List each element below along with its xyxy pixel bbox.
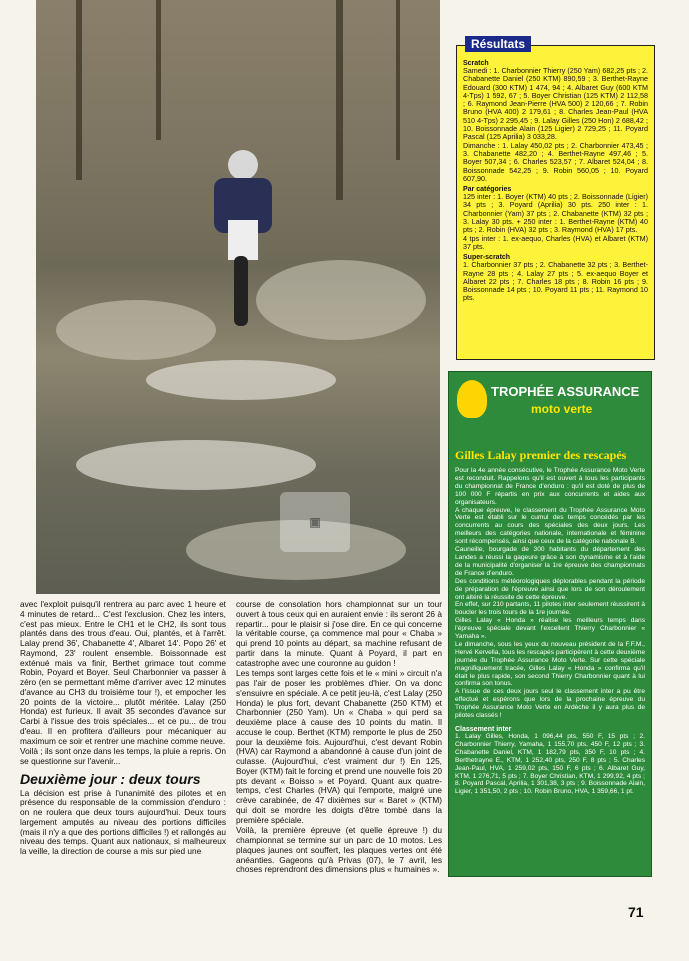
superscratch-results: 1. Charbonnier 37 pts ; 2. Chabanette 32 pts ; 3. Berthet-Rayne 28 pts ; 4. Lalay 27 pts ; 5. ex-aequo Boyer et Albaret 22 pts ; 7. Charles 18 pts ; 8. Robin 16 pts ; 9. Boissonnade 14 pts ; 10. Poyard 11 pts ; 11. Raymond 10 pts. <box>463 260 648 303</box>
trophy-paragraph: En effet, sur 210 partants, 11 pilotes inter seulement réussirent à boucler les trois tours de la 1re journée. <box>455 601 645 617</box>
trophy-paragraph: Le dimanche, sous les yeux du nouveau président de la F.F.M., Hervé Kervella, tous les rescapés participèrent à cette deuxième journée du Trophée Assurance Moto Verte. Sur cette spéciale magnifiquement tracée, Gilles Lalay « Honda » confirma qu'il était le plus rapide, son second Thierry Charbonnier quant à lui confirma son tonus. <box>455 640 645 688</box>
superscratch-heading: Super-scratch <box>463 254 511 262</box>
trophy-paragraph: Pour la 4e année consécutive, le Trophée Assurance Moto Verte est reconduit. Rappelons qu'il est ouvert à tous les participants du championnat de France d'enduro : qu'il est doté de plus de 100 000 F répartis en prix aux concurrents et aides aux organisateurs. <box>455 467 645 506</box>
results-box <box>456 45 655 360</box>
trophy-header <box>455 376 645 448</box>
categories-results: 125 inter : 1. Boyer (KTM) 40 pts ; 2. Boissonnade (Ligier) 34 pts ; 3. Poyard (Aprilia) 30 pts. 250 inter : 1. Charbonnier (Yam) 37 pts ; 2. Chabanette (KTM) 32 pts ; 3. Lalay 30 pts. + 250 inter : 1. Berthet-Rayne (KTM) 40 pts ; 2. Robin (HVA) 32 pts ; 3. Raymond (HVA) 17 pts. <box>463 192 648 235</box>
page-number: 71 <box>628 904 644 920</box>
article-paragraph: Les temps sont larges cette fois et le « mini » circuit n'a pas l'air de poser les problèmes d'hier. On va donc s'ensuivre en spéciale. A ce petit jeu-là, c'est Lalay (250 Honda) le plus fort, devant Chabanette (250 KTM) et Charbonnier (250 Yam). Un « Chaba » qui perd sa deuxième place à cause des 10 points du matin. Il accuse le coup. Berthet (KTM) remporte le plus de 250 pour la deuxième fois. Aujourd'hui, c'est devant Robin (HVA) car Raymond a abandonné à cause d'un joint de culasse. (Aujourd'hui, c'est vraiment dur !) En 125, Boyer (KTM) fait le forcing et prend une nouvelle fois 20 pts devant « Boisso » et Poyard. Quant aux quatre-temps, c'est Charles (HVA) qui l'emporte, malgré une crève carabinée, de 47 dixièmes sur « Baret » (KTM) qui doit se mordre les doigts d'être tombé dans la première spéciale. <box>236 668 442 825</box>
trophy-paragraph: Cauneille, bourgade de 300 habitants du département des Landes a réussi la gageure grâce à son dynamisme et à l'aide de la municipalité d'organiser la 1re épreuve des championnats de France d'enduro. <box>455 546 645 577</box>
ranking-heading: Classement inter <box>455 726 512 733</box>
article-subhead: Deuxième jour : deux tours <box>20 770 201 787</box>
trophy-subtitle: moto verte <box>531 402 593 416</box>
trophy-paragraph: Gilles Lalay « Honda » réalise les meilleurs temps dans l'épreuve spéciale devant l'excellent Thierry Charbonnier « Yamaha ». <box>455 617 645 641</box>
trophy-paragraph: A chaque épreuve, le classement du Trophée Assurance Moto Verte est établi sur le cumul des temps concédés par les concurrents au cours des spéciales des deux jours. Les meilleurs des catégories nationale, internationale et féminine sont récompensés, ainsi que ceux de la catégorie nationale B. <box>455 506 645 546</box>
categories-heading: Par catégories <box>463 186 512 194</box>
trophy-title: TROPHÉE ASSURANCE <box>491 384 640 399</box>
trophy-box <box>448 371 652 877</box>
ranking-text: 1. Lalay Gilles, Honda, 1 096,44 pts, 550 F, 15 pts ; 2. Charbonnier Thierry, Yamaha, 1 155,70 pts, 450 F, 12 pts ; 3. Chabanette Daniel, KTM, 1 182,79 pts, 350 F, 10 pts ; 4. Berthetrayne E., KTM, 1 252,40 pts, 250 F, 8 pts ; 5. Charles Jean-Paul, HVA, 1 259,02 pts, 150 F, 6 pts ; 6. Albaret Guy, KTM, 1 276,71, 5 pts ; 7. Boyer Christian, KTM, 1 299,92, 4 pts ; 8. Poyard Pascal, Aprilia, 1 301,38, 3 pts ; 9. Boissonnade Alain, Ligier, 1 351,50, 2 pts ; 10. Robin Bruno, HVA, 1 359,66, 1 pt. <box>455 733 645 796</box>
scratch-results: Samedi : 1. Charbonnier Thierry (250 Yam) 682,25 pts ; 2. Chabanette Daniel (250 KTM) 890,59 ; 3. Berthet-Rayne Edouard (300 KTM) 1 474, 94 ; 4. Albaret Guy (600 KTM 4-Tps) 1 592, 67 ; 5. Boyer Christian (125 KTM) 2 112,58 ; 6. Raymond Jean-Pierre (HVA 500) 2 120,66 ; 7. Robin Bruno (HVA 400) 2 179,61 ; 8. Charles Jean-Paul (HVA 510 4-Tps) 2 295,45 ; 9. Lalay Gilles (250 Hon) 2 688,42 ; 10. Boissonnade Alain (125 Ligier) 2 729,25 ; 11. Poyard Pascal (125 Aprilia) 3 033,28. <box>463 66 648 142</box>
trophy-ranking <box>455 726 645 796</box>
article-paragraph: Voilà, la première épreuve (et quelle épreuve !) du championnat se termine sur un parc de 10 motos. Les plaques jaunes ont souffert, les plaques vertes ont été anéanties. Gageons qu'à Privas (07), le 7 avril, les choses reprendront des dimensions plus « humaines ». <box>236 825 442 875</box>
fourtps-results: 4 tps inter : 1. ex-aequo, Charles (HVA) et Albaret (KTM) 37 pts. <box>463 233 648 251</box>
rider-figure <box>204 150 284 320</box>
article-paragraph: avec l'exploit puisqu'il rentrera au parc avec 1 heure et 4 minutes de retard... C'est l'exclusion. Chez les inters, c'est pas mieux. Entre le CH1 et le CH2, ils sont tous plantés dans des trous d'eau. Oui, plantés, et à l'arrêt. Lalay prend 36', Chabanette 4', Albaret 14'. Popo 26' et Raymond, 23' roulent ensemble. Boissonnade est exténué mais va finir, Berthet grimace tout comme Robin, Poyard et Boyer. Seul Charbonnier va passer à zéro (en se permettant même d'arriver avec 12 minutes d'avance au CH3 du troisième tour !), et empocher les 20 points de la victoire... plutôt méritée. Lalay (250 Honda) est furieux. Il avait 35 secondes d'avance sur Carbi à l'issue des trois spéciales... et ce pu... de trou d'eau. Il en profitera d'ailleurs pour mécaniquer au maximum ce soir et rentrer une machine comme neuve. <box>20 599 226 746</box>
article-paragraph: Voilà ; ils sont onze dans les temps, la pluie a repris. On se questionne sur l'avenir... <box>20 746 226 766</box>
trophy-mascot-icon <box>457 380 487 418</box>
article-column-2 <box>236 600 442 875</box>
scratch-heading: Scratch <box>463 60 489 67</box>
trophy-paragraph: Des conditions météorologiques déplorables pendant la période de préparation de l'épreuve ainsi que lors de son déroulement ont altéré la réussite de cette épreuve. <box>455 577 645 601</box>
enduro-photo <box>36 0 440 594</box>
results-tab: Résultats <box>465 36 531 52</box>
article-paragraph: La décision est prise à l'unanimité des pilotes et en présence du responsable de la commission d'enduro : on ne roulera que deux tours aujourd'hui. Deux tours largement amputés au niveau des portions difficiles (mais il n'y a que des portions difficiles !) et rallongés au niveau des temps. Quant aux nationaux, si malheureux la veille, la direction de course a mis sur pied une <box>20 787 226 856</box>
watermark: ▣ <box>280 492 350 552</box>
article-paragraph: course de consolation hors championnat sur un tour ouvert à tous ceux qui en auraient envie : ils seront 26 à repartir... pour le plaisir si j'ose dire. En ce qui concerne la véritable course, ça commence mal pour « Chaba » qui prend 10 points au départ, sa machine refusant de partir dans la minute. Quant à Poyard, il part en catastrophe avec une couronne au guidon ! <box>236 599 442 668</box>
article-column-1 <box>20 600 226 857</box>
dimanche-results: Dimanche : 1. Lalay 450,02 pts ; 2. Charbonnier 473,45 ; 3. Chabanette 482,20 ; 4. Berthet-Rayne 497,46 ; 5. Boyer 507,34 ; 6. Charles 523,57 ; 7. Albaret 524,04 ; 8. Boissonnade 542,25 ; 9. Robin 560,05 ; 10. Poyard 607,90. <box>463 140 648 183</box>
trophy-headline: Gilles Lalay premier des rescapés <box>455 448 627 462</box>
trophy-paragraph: A l'issue de ces deux jours seul le classement inter a pu être effectué et espérons que lors de la prochaine épreuve du Trophée Assurance Moto Verte en Ardèche il y aura plus de pilotes classés ! <box>455 688 645 720</box>
